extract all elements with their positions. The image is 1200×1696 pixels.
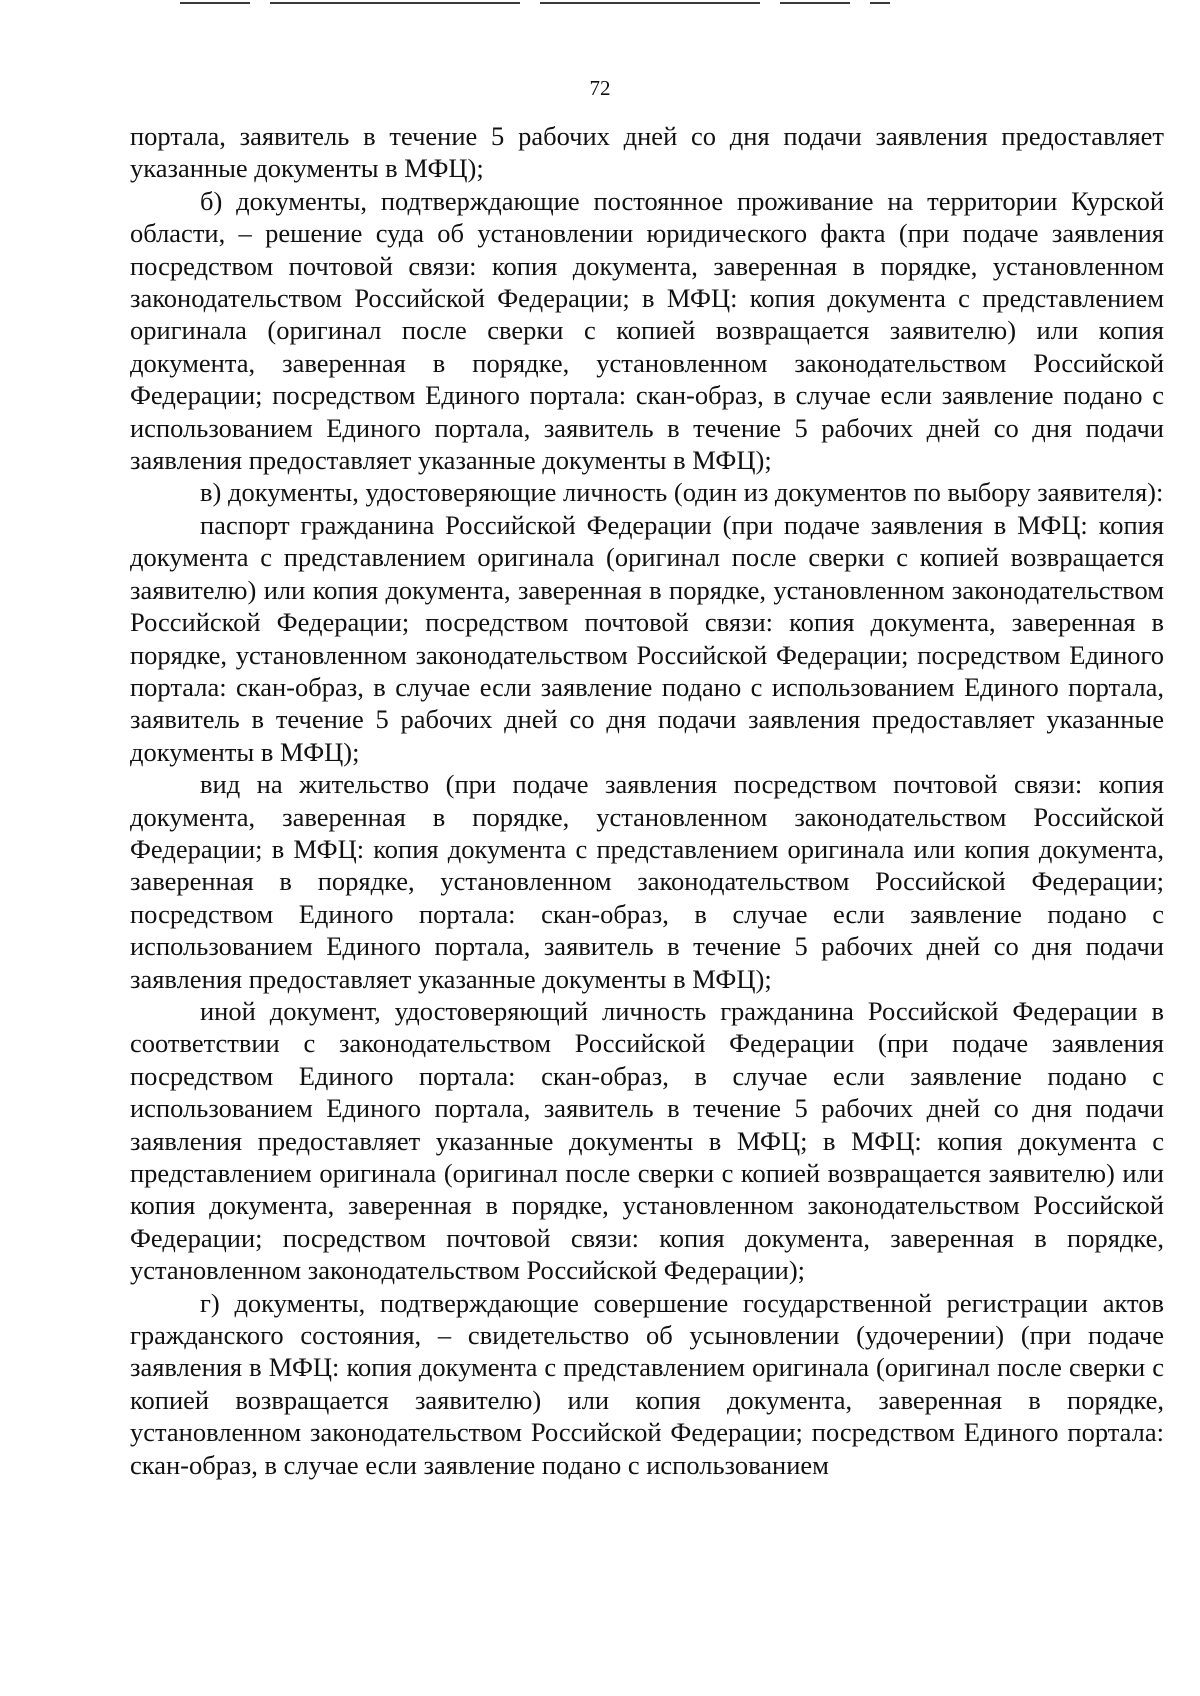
paragraph-item-v: в) документы, удостоверяющие личность (один из документов по выбору заявителя): [200,477,1164,508]
paragraph-passport: паспорт гражданина Российской Федерации (при подаче заявления в МФЦ: копия документа с представлением оригинала (оригинал после сверки с копией возвращается заявителю) или копия документа, заверенная в порядке, установленном законодательством Российской Федерации; посредством почтовой связи: копия документа, заверенная в порядке, установленном законодательством Российской Федерации; посредством Единого портала: скан-образ, в случае если заявление подано с использованием Единого портала, заявитель в течение 5 рабочих дней со дня подачи заявления предоставляет указанные документы в МФЦ); [130,509,1164,767]
paragraph-residence-permit: вид на жительство (при подаче заявления посредством почтовой связи: копия документа, заверенная в порядке, установленном законодательством Российской Федерации; в МФЦ: копия документа с представлением оригинала или копия документа, заверенная в порядке, установленном законодательством Российской Федерации; посредством Единого портала: скан-образ, в случае если заявление подано с использованием Единого портала, заявитель в течение 5 рабочих дней со дня подачи заявления предоставляет указанные документы в МФЦ); [130,769,1164,994]
paragraph-item-g: г) документы, подтверждающие совершение государственной регистрации актов гражданского состояния, – свидетельство об усыновлении (удочерении) (при подаче заявления в МФЦ: копия документа с представлением оригинала (оригинал после сверки с копией возвращается заявителю) или копия документа, заверенная в порядке, установленном законодательством Российской Федерации; посредством Единого портала: скан-образ, в случае если заявление подано с использованием [130,1287,1164,1480]
paragraph-other-document: иной документ, удостоверяющий личность гражданина Российской Федерации в соответствии с законодательством Российской Федерации (при подаче заявления посредством Единого портала: скан-образ, в случае если заявление подано с использованием Единого портала, заявитель в течение 5 рабочих дней со дня подачи заявления предоставляет указанные документы в МФЦ; в МФЦ: копия документа с представлением оригинала (оригинал после сверки с копией возвращается заявителю) или копия документа, заверенная в порядке, установленном законодательством Российской Федерации; посредством почтовой связи: копия документа, заверенная в порядке, установленном законодательством Российской Федерации); [130,995,1164,1286]
page-number: 72 [589,76,611,100]
paragraph-continuation: портала, заявитель в течение 5 рабочих дней со дня подачи заявления предоставляет указанные документы в МФЦ); [130,121,1164,184]
scan-edge-artifact [140,0,940,8]
paragraph-item-b: б) документы, подтверждающие постоянное проживание на территории Курской области, – решение суда об установлении юридического факта (при подаче заявления посредством почтовой связи: копия документа, заверенная в порядке, установленном законодательством Российской Федерации; в МФЦ: копия документа с представлением оригинала (оригинал после сверки с копией возвращается заявителю) или копия документа, заверенная в порядке, установленном законодательством Российской Федерации; посредством Единого портала: скан-образ, в случае если заявление подано с использованием Единого портала, заявитель в течение 5 рабочих дней со дня подачи заявления предоставляет указанные документы в МФЦ); [130,185,1164,476]
document-body [130,120,1164,1481]
